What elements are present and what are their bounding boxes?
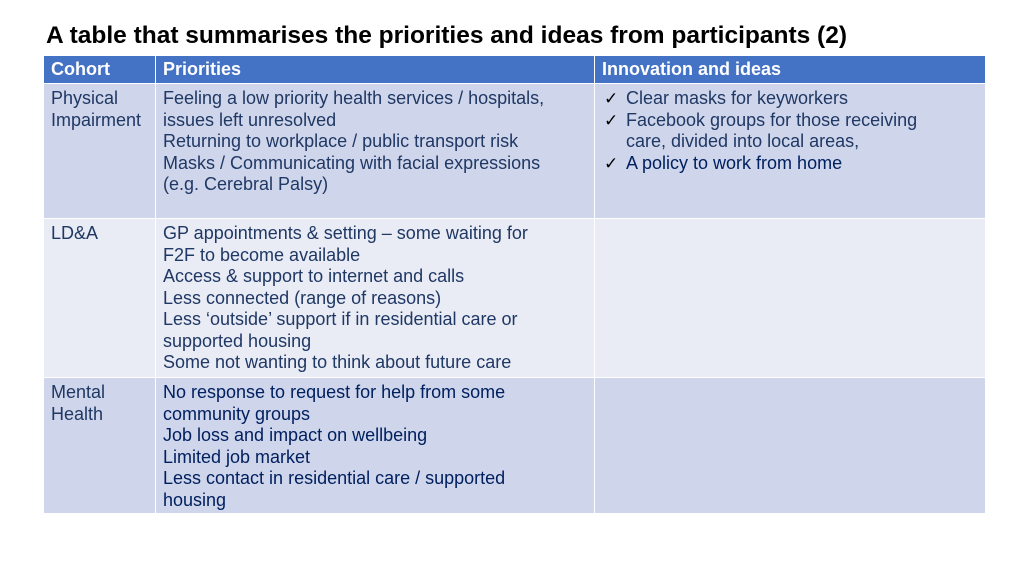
checkmark-icon: ✓	[604, 110, 619, 130]
priority-line: GP appointments & setting – some waiting for	[163, 223, 528, 243]
header-cohort: Cohort	[44, 56, 156, 84]
cohort-text: Physical	[51, 88, 119, 108]
table-row	[44, 219, 986, 378]
priority-line: F2F to become available	[163, 244, 361, 265]
priority-line: Feeling a low priority health services / hospitals,	[163, 88, 545, 108]
table-row	[44, 378, 986, 514]
header-priorities: Priorities	[156, 56, 595, 84]
cohort-text: Health	[51, 403, 104, 424]
idea-line: Clear masks for keyworkers	[626, 88, 849, 108]
idea-line: Facebook groups for those receiving	[626, 109, 918, 130]
cohort-text: LD&A	[51, 223, 99, 243]
priority-line: Returning to workplace / public transport risk	[163, 131, 519, 151]
checkmark-icon: ✓	[604, 153, 619, 173]
cohort-text: Mental	[51, 382, 106, 402]
cohort-cell	[44, 219, 156, 378]
cohort-text: Impairment	[51, 109, 142, 130]
priority-line: Limited job market	[163, 446, 311, 467]
cohort-cell	[44, 84, 156, 219]
priorities-cell	[156, 84, 595, 219]
table-row	[44, 84, 986, 219]
table-header-row	[44, 56, 986, 84]
idea-line: A policy to work from home	[626, 152, 843, 173]
priority-line: housing	[163, 489, 227, 510]
priorities-cell	[156, 378, 595, 514]
priority-line: community groups	[163, 403, 311, 424]
priority-line: issues left unresolved	[163, 109, 337, 130]
priority-line: Masks / Communicating with facial expressions	[163, 152, 541, 173]
page-title: A table that summarises the priorities and ideas from participants (2)	[46, 22, 847, 49]
ideas-cell	[595, 378, 986, 514]
priority-line: No response to request for help from some	[163, 382, 506, 402]
idea-line: care, divided into local areas,	[626, 131, 860, 151]
priority-line: Less connected (range of reasons)	[163, 287, 442, 308]
summary-table	[43, 55, 986, 514]
priority-line: Access & support to internet and calls	[163, 266, 465, 286]
list-item	[602, 153, 978, 175]
checkmark-icon: ✓	[604, 89, 619, 108]
priority-line: (e.g. Cerebral Palsy)	[163, 174, 329, 194]
priority-line: Less contact in residential care / supported	[163, 468, 506, 488]
ideas-list	[602, 88, 978, 174]
priority-line: Less ‘outside’ support if in residential care or	[163, 309, 518, 329]
priority-line: supported housing	[163, 330, 312, 351]
list-item	[602, 110, 978, 153]
cohort-cell	[44, 378, 156, 514]
priority-line: Some not wanting to think about future care	[163, 352, 512, 372]
priority-line: Job loss and impact on wellbeing	[163, 425, 428, 445]
ideas-cell	[595, 84, 986, 219]
ideas-cell	[595, 219, 986, 378]
header-innovation-ideas: Innovation and ideas	[595, 56, 986, 84]
list-item	[602, 88, 978, 110]
priorities-cell	[156, 219, 595, 378]
